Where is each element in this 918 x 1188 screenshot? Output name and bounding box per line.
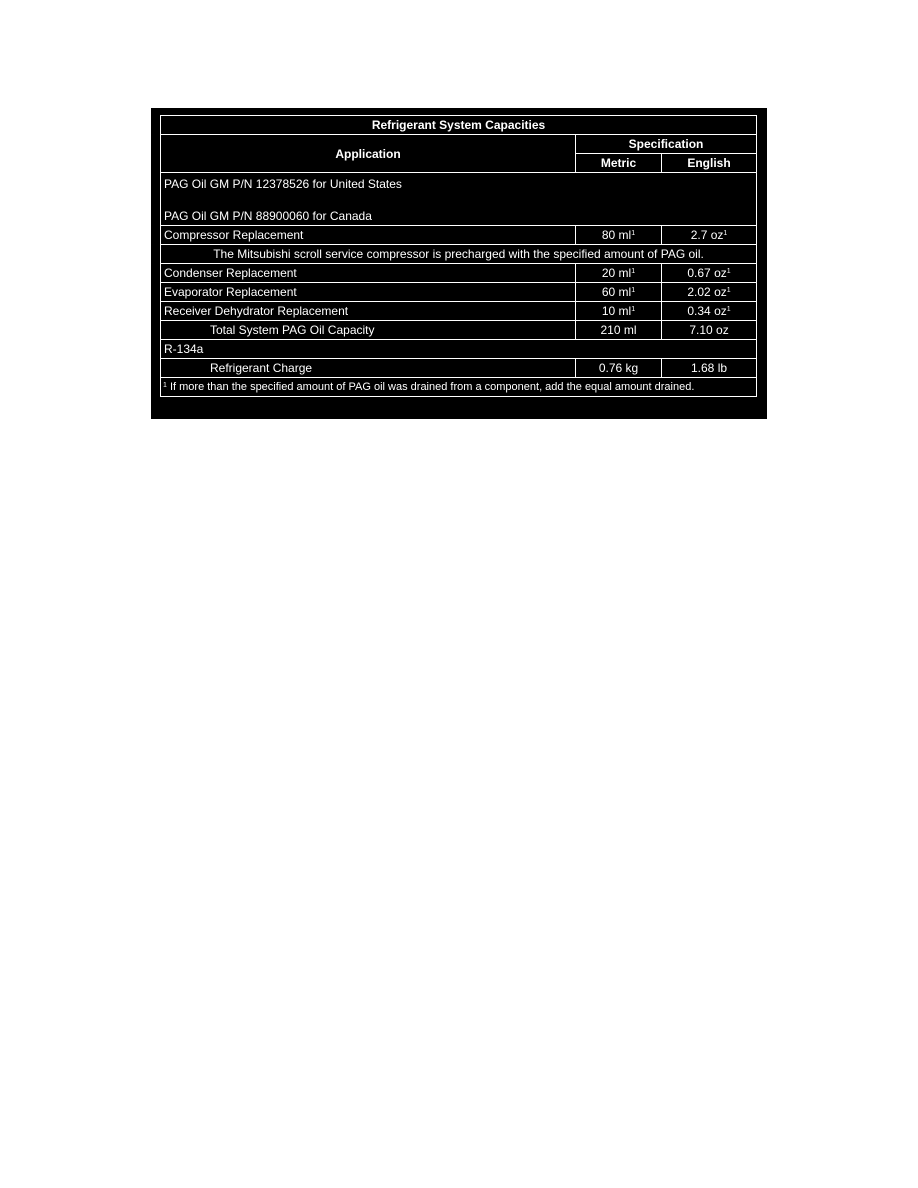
- evaporator-label: Evaporator Replacement: [161, 283, 576, 302]
- table-row: [161, 359, 757, 378]
- receiver-metric: 10 $ml^1$: [576, 302, 662, 321]
- table-title: Refrigerant System Capacities: [161, 116, 757, 135]
- total-label: Total System PAG Oil Capacity: [161, 321, 576, 340]
- table-row: [161, 245, 757, 264]
- footnote: $^1$ If more than the specified amount of PAG oil was drained from a component, add the equal amount drained.: [161, 378, 757, 397]
- charge-metric: 0.76 kg: [576, 359, 662, 378]
- receiver-english: 0.34 $oz^1$: [662, 302, 757, 321]
- table-row: [161, 340, 757, 359]
- evaporator-metric: 60 $ml^1$: [576, 283, 662, 302]
- compressor-metric: 80 $ml^1$: [576, 226, 662, 245]
- table-row: [161, 226, 757, 245]
- table-row: [161, 264, 757, 283]
- application-header: Application: [161, 135, 576, 173]
- specification-header: Specification: [576, 135, 757, 154]
- table-title-row: [161, 116, 757, 135]
- condenser-label: Condenser Replacement: [161, 264, 576, 283]
- total-english: 7.10 oz: [662, 321, 757, 340]
- table-row: [161, 283, 757, 302]
- condenser-english: 0.67 $oz^1$: [662, 264, 757, 283]
- refrigerant-capacities-table: [160, 115, 757, 397]
- total-metric: 210 ml: [576, 321, 662, 340]
- footnote-row: [161, 378, 757, 397]
- pag-oil-row: [161, 173, 757, 226]
- pag-oil-cell: [161, 173, 757, 226]
- receiver-label: Receiver Dehydrator Replacement: [161, 302, 576, 321]
- capacities-table-panel: [151, 108, 767, 419]
- evaporator-english: 2.02 $oz^1$: [662, 283, 757, 302]
- compressor-english: 2.7 $oz^1$: [662, 226, 757, 245]
- header-row-1: [161, 135, 757, 154]
- table-row: [161, 302, 757, 321]
- table-row: [161, 321, 757, 340]
- mitsubishi-note: The Mitsubishi scroll service compressor is precharged with the specified amount of PAG oil.: [161, 245, 757, 264]
- charge-english: 1.68 lb: [662, 359, 757, 378]
- compressor-label: Compressor Replacement: [161, 226, 576, 245]
- condenser-metric: 20 $ml^1$: [576, 264, 662, 283]
- metric-header: Metric: [576, 154, 662, 173]
- english-header: English: [662, 154, 757, 173]
- charge-label: Refrigerant Charge: [161, 359, 576, 378]
- pag-oil-canada: PAG Oil GM P/N 88900060 for Canada: [164, 209, 372, 223]
- pag-oil-us: PAG Oil GM P/N 12378526 for United States: [164, 177, 402, 191]
- refrigerant-type: R-134a: [161, 340, 757, 359]
